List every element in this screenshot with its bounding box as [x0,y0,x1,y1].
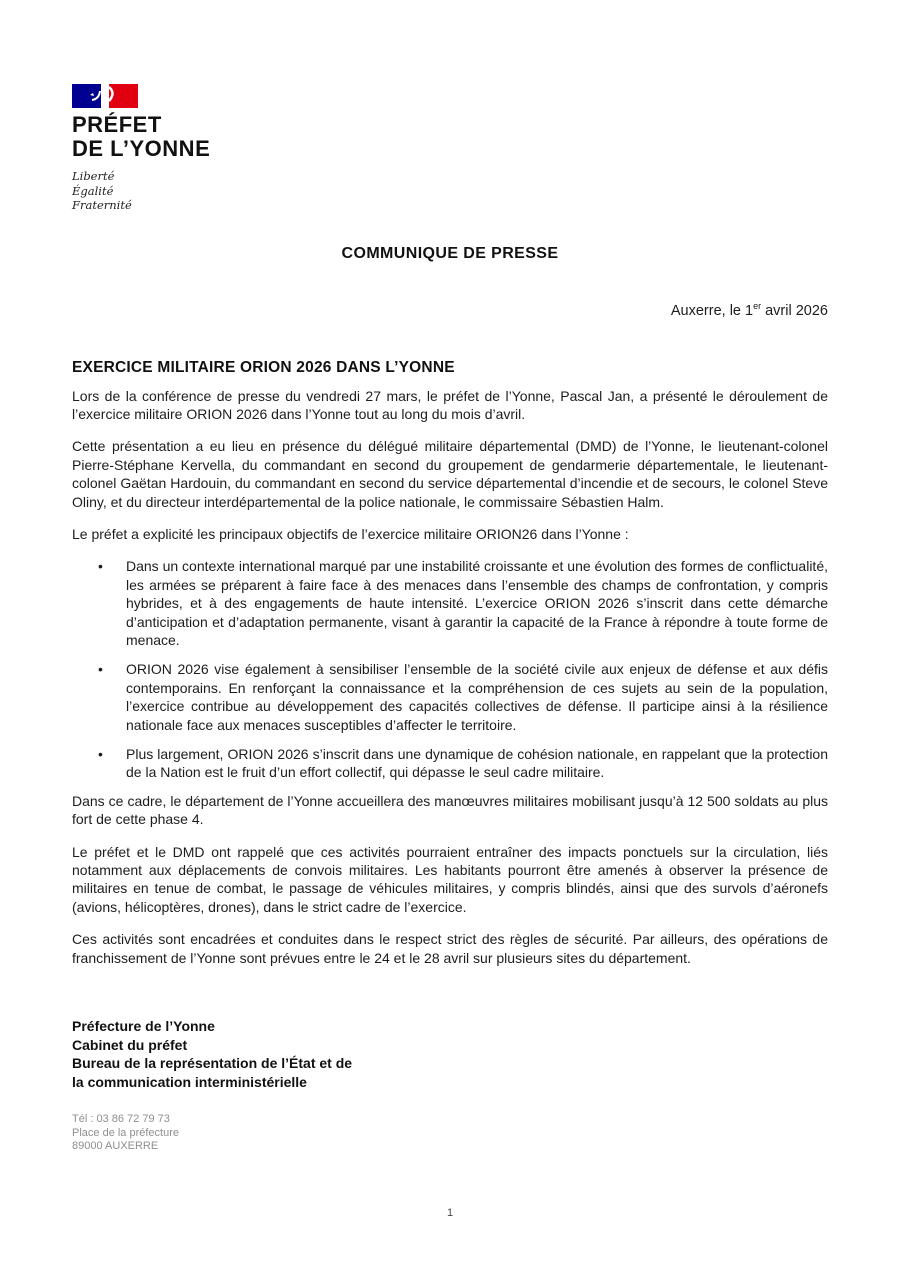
signature-line-4: la communication interministérielle [72,1073,307,1090]
dateline [72,300,828,319]
paragraph-outro-3: Ces activités sont encadrées et conduites dans le respect strict des règles de sécurité. Par ailleurs, des opérations de franchissement de l’Yonne sont prévues entre le 24 et le 28 avril sur plusieurs sites du département. [72,931,828,966]
french-flag-marianne-icon [72,84,138,108]
article-heading: EXERCICE MILITAIRE ORION 2026 DANS L’YONNE [72,358,455,376]
objective-item-2: • ORION 2026 vise également à sensibiliser l’ensemble de la société civile aux enjeux de défense et aux défis contemporains. En renforçant la connaissance et la compréhension de ces sujets au sein de la population, l’exercice contribue au développement des capacités collectives de défense. Il participe ainsi à la résilience nationale face aux menaces susceptibles d’affecter le territoire. [72,660,828,734]
signature-line-1: Préfecture de l’Yonne [72,1018,215,1035]
motto-fraternite: Fraternité [72,198,132,212]
paragraph-intro-1: Lors de la conférence de presse du vendredi 27 mars, le préfet de l’Yonne, Pascal Jan, a présenté le déroulement de l’exercice militaire ORION 2026 dans l’Yonne tout au long du mois d’avril. [72,387,828,422]
motto-egalite: Égalité [72,183,114,198]
dateline-prefix: Auxerre, le 1 [670,302,754,319]
logo-brand-line1: PRÉFET [72,112,162,137]
prefecture-logo [72,84,828,213]
paragraph-outro-1: Dans ce cadre, le département de l’Yonne accueillera des manœuvres militaires mobilisant jusqu’à 12 500 soldats au plus fort de cette phase 4. [72,792,828,828]
paragraph-outro-2: Le préfet et le DMD ont rappelé que ces activités pourraient entraîner des impacts ponctuels sur la circulation, liés notamment aux déplacements de convois militaires. Les habitants pourront être amenés à observer la présence de militaires en tenue de combat, le passage de véhicules militaires, y compris blindés, ainsi que des survols d’aéronefs (avions, hélicoptères, drones), dans le strict cadre de l’exercice. [72,843,828,915]
contact-phone: Tél : 03 86 72 79 73 [72,1113,170,1126]
signature-line-3: Bureau de la représentation de l’État et de [72,1055,353,1072]
page-number: 1 [446,1207,454,1219]
logo-motto [72,169,828,213]
paragraph-intro-2: Cette présentation a eu lieu en présence du délégué militaire départemental (DMD) de l’Yonne, le lieutenant-colonel Pierre-Stéphane Kervella, du commandant en second du groupement de gendarmerie départementale, le lieutenant-colonel Gaëtan Hardouin, du commandant en second du service départemental d’incendie et de secours, le colonel Steve Oliny, et du directeur interdépartemental de la police nationale, le commissaire Sébastien Halm. [72,438,828,510]
document-title: COMMUNIQUE DE PRESSE [341,244,559,262]
dateline-suffix: avril 2026 [761,302,828,319]
objective-item-1: • Dans un contexte international marqué par une instabilité croissante et une évolution des formes de conflictualité, les armées se préparent à faire face à des menaces dans l’ensemble des champs de confrontation, y compris hybrides, et à des engagements de haute intensité. L’exercice ORION 2026 s’inscrit dans cette démarche d’anticipation et d’adaptation permanente, visant à garantir la capacité de la France à répondre à toute forme de menace. [72,557,828,649]
logo-brand-line2: DE L’YONNE [72,136,211,161]
motto-liberte: Liberté [72,169,115,183]
dateline-ordinal: er [753,300,762,311]
contact-address-line2: 89000 AUXERRE [72,1140,159,1153]
signature-block [72,1017,828,1091]
objectives-list [72,557,828,781]
contact-block [72,1113,828,1154]
objective-item-3: • Plus largement, ORION 2026 s’inscrit dans une dynamique de cohésion nationale, en rappelant que la protection de la Nation est le fruit d’un effort collectif, qui dépasse le seul cadre militaire. [72,745,828,782]
paragraph-intro-3: Le préfet a explicité les principaux objectifs de l’exercice militaire ORION26 dans l’Yonne : [72,525,629,542]
contact-address-line1: Place de la préfecture [72,1126,180,1139]
signature-line-2: Cabinet du préfet [72,1036,188,1053]
